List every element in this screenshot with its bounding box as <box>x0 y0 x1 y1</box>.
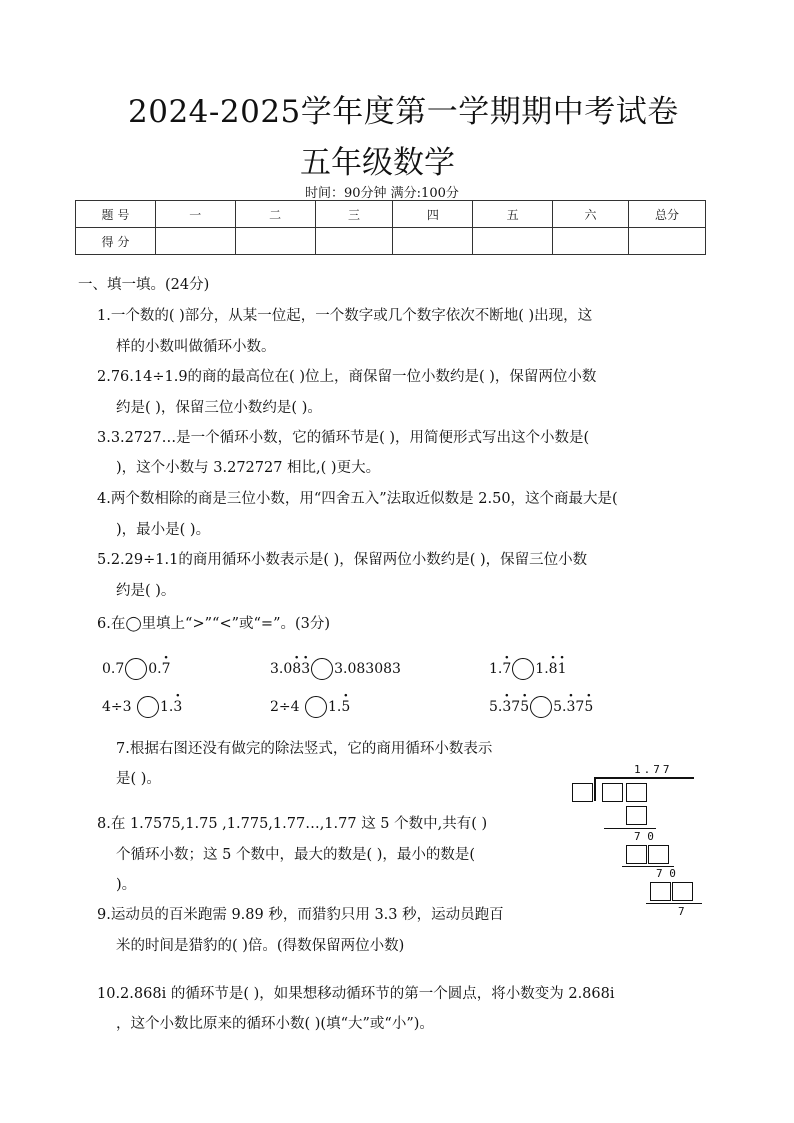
compare-item-f <box>489 696 593 718</box>
question-5-line-2: 约是( )。 <box>116 583 176 599</box>
question-2-line-1: 2.76.14÷1.9的商的最高位在( )位上，商保留一位小数约是( )，保留两位小数 <box>97 369 597 385</box>
division-bracket <box>594 777 596 801</box>
question-4-line-1: 4.两个数相除的商是三位小数，用“四舍五入”法取近似数是 2.50，这个商最大是( <box>97 491 618 507</box>
question-9-line-2: 米的时间是猎豹的( )倍。(得数保留两位小数) <box>116 938 405 954</box>
score-input-cell[interactable] <box>393 228 473 255</box>
score-table-score-row <box>76 228 706 255</box>
compare-item-b <box>270 658 401 680</box>
score-input-cell[interactable] <box>473 228 553 255</box>
question-3-line-2: )，这个小数与 3.272727 相比,( )更大。 <box>116 460 381 476</box>
question-1-line-1: 1.一个数的( )部分，从某一位起，一个数字或几个数字依次不断地( )出现，这 <box>97 308 593 324</box>
score-input-cell[interactable] <box>629 228 706 255</box>
score-row-label: 得 分 <box>76 228 156 255</box>
compare-left: 0.7 <box>102 661 125 677</box>
exam-title: 2024-2025学年度第一学期期中考试卷 <box>128 94 679 130</box>
division-remainder-1: 7 0 <box>634 830 654 843</box>
question-1-line-2: 样的小数叫做循环小数。 <box>116 339 276 355</box>
question-7-line-2: 是( )。 <box>116 771 161 787</box>
blank-box[interactable] <box>672 882 693 901</box>
question-6-line-1: 6.在◯里填上“>”“<”或“=”。(3分) <box>97 616 331 632</box>
question-4-line-2: )，最小是( )。 <box>116 522 211 538</box>
question-8-line-3: )。 <box>116 877 137 893</box>
score-cell: 五 <box>473 201 553 228</box>
compare-left: 5.· 37· 5 <box>489 699 529 715</box>
compare-item-d <box>102 696 182 718</box>
compare-right: 1.· 5 <box>328 699 350 715</box>
question-2-line-2: 约是( )，保留三位小数约是( )。 <box>116 400 322 416</box>
blank-box[interactable] <box>648 845 669 864</box>
compare-left: 2÷4 <box>270 699 300 715</box>
division-quotient: 1.77 <box>634 763 673 776</box>
question-10-line-1: 10.2.868i 的循环节是( )，如果想移动循环节的第一个圆点，将小数变为 2.868i <box>97 986 615 1002</box>
compare-left: 4÷3 <box>102 699 132 715</box>
blank-box[interactable] <box>626 806 647 825</box>
section-heading: 一、填一填。(24分) <box>78 277 210 293</box>
blank-box[interactable] <box>626 845 647 864</box>
score-input-cell[interactable] <box>553 228 629 255</box>
question-8-line-1: 8.在 1.7575,1.75 ,1.775,1.77…,1.77 这 5 个数中,共有( ) <box>97 816 488 832</box>
compare-circle[interactable] <box>512 658 534 680</box>
score-cell: 题 号 <box>76 201 156 228</box>
blank-box[interactable] <box>626 783 647 802</box>
compare-circle[interactable] <box>305 696 327 718</box>
blank-box[interactable] <box>602 783 623 802</box>
blank-box[interactable] <box>572 783 593 802</box>
division-remainder-3: 7 <box>678 905 685 918</box>
compare-right: 5.· 37· 5 <box>553 699 593 715</box>
compare-circle[interactable] <box>125 658 147 680</box>
division-line <box>604 828 656 829</box>
score-table-header-row <box>76 201 706 228</box>
compare-item-c <box>489 658 566 680</box>
division-bar <box>594 777 694 779</box>
compare-right: 0.· 7 <box>148 661 170 677</box>
compare-right: 1.· 8· 1 <box>535 661 566 677</box>
division-remainder-2: 7 0 <box>656 867 676 880</box>
question-9-line-1: 9.运动员的百米跑需 9.89 秒，而猎豹只用 3.3 秒，运动员跑百 <box>97 907 504 923</box>
score-cell: 一 <box>155 201 235 228</box>
score-input-cell[interactable] <box>315 228 393 255</box>
question-7-line-1: 7.根据右图还没有做完的除法竖式，它的商用循环小数表示 <box>116 741 493 757</box>
blank-box[interactable] <box>650 882 671 901</box>
exam-info: 时间：90分钟 满分:100分 <box>305 186 459 201</box>
compare-circle[interactable] <box>311 658 333 680</box>
score-cell: 六 <box>553 201 629 228</box>
question-8-line-2: 个循环小数；这 5 个数中，最大的数是( )，最小的数是( <box>116 847 476 863</box>
compare-left: 3.0· 8· 3 <box>270 661 310 677</box>
division-line <box>646 903 702 904</box>
compare-item-a <box>102 658 171 680</box>
compare-right: 1.· 3 <box>160 699 182 715</box>
score-cell: 四 <box>393 201 473 228</box>
exam-subtitle: 五年级数学 <box>300 145 455 181</box>
score-input-cell[interactable] <box>155 228 235 255</box>
compare-item-e <box>270 696 350 718</box>
question-10-line-2: ，这个小数比原来的循环小数( )(填“大”或“小”)。 <box>116 1016 434 1032</box>
score-cell: 总分 <box>629 201 706 228</box>
question-3-line-1: 3.3.2727…是一个循环小数，它的循环节是( )，用简便形式写出这个小数是( <box>97 430 590 446</box>
question-5-line-1: 5.2.29÷1.1的商用循环小数表示是( )，保留两位小数约是( )，保留三位小数 <box>97 552 588 568</box>
score-table <box>75 200 706 255</box>
compare-left: 1.· 7 <box>489 661 511 677</box>
compare-right: 3.083083 <box>334 661 401 677</box>
score-cell: 二 <box>235 201 315 228</box>
compare-circle[interactable] <box>530 696 552 718</box>
score-cell: 三 <box>315 201 393 228</box>
compare-circle[interactable] <box>137 696 159 718</box>
score-input-cell[interactable] <box>235 228 315 255</box>
